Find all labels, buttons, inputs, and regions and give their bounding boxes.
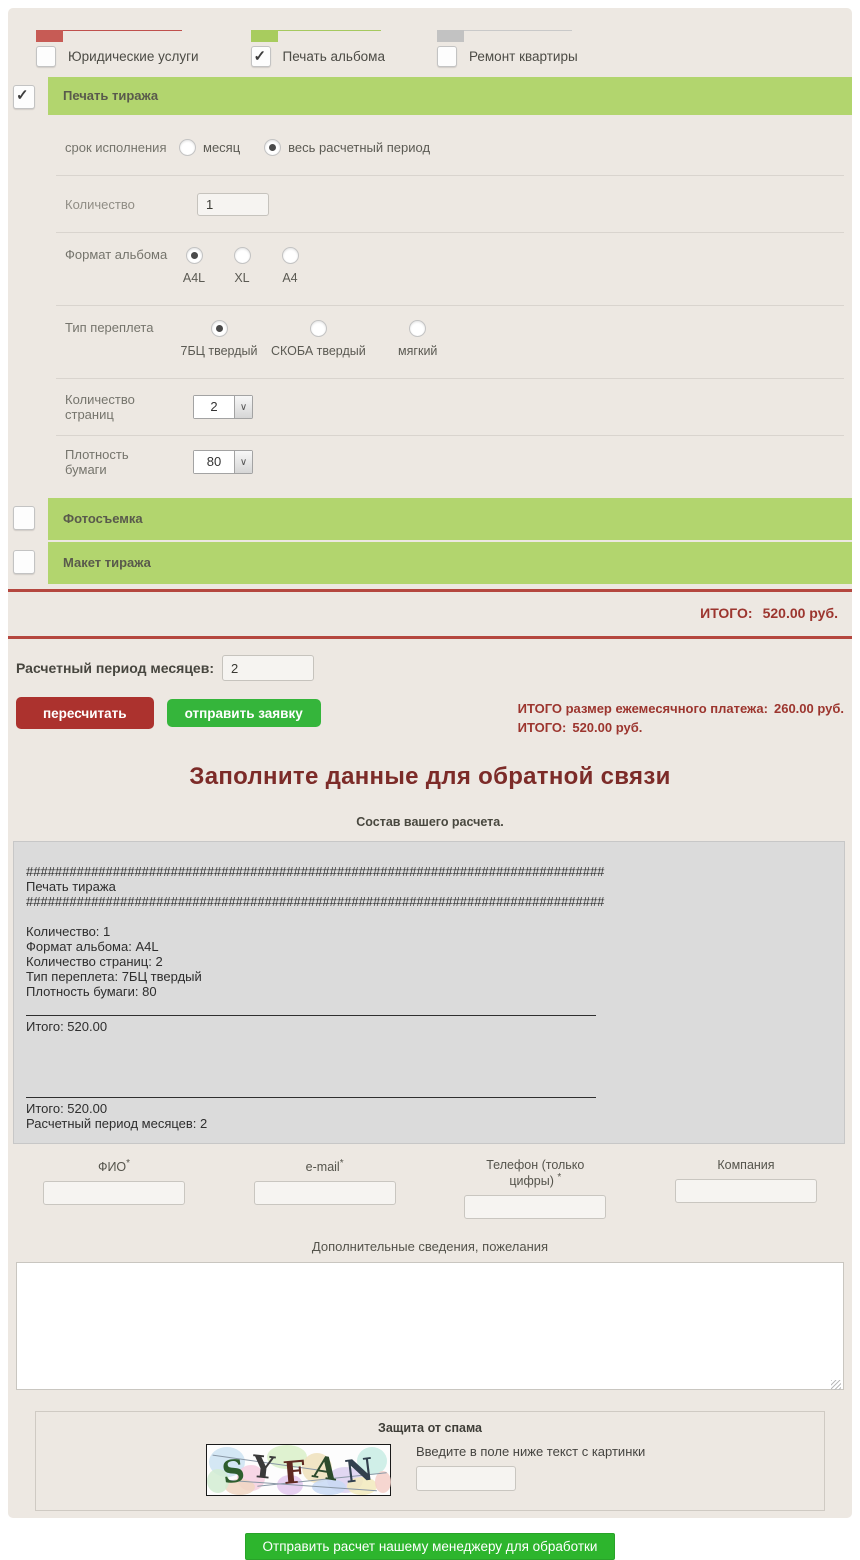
tab-apartment-repair[interactable]: [437, 30, 578, 67]
format-option-a4l[interactable]: [173, 247, 215, 285]
term-label: срок исполнения: [65, 139, 167, 155]
tab-album-print[interactable]: [251, 30, 385, 67]
recalculate-button[interactable]: пересчитать: [16, 697, 154, 729]
summary-period: Расчетный период месяцев: 2: [26, 1116, 208, 1131]
album-format-options: [173, 247, 317, 285]
monthly-total-label: ИТОГО размер ежемесячного платежа:: [517, 701, 768, 716]
paper-density-label: Плотность бумаги: [65, 447, 129, 477]
page-count-select[interactable]: [193, 395, 253, 419]
option-label: A4: [282, 271, 298, 285]
overall-total-label: ИТОГО:: [517, 720, 567, 735]
option-label: мягкий: [398, 344, 438, 358]
binding-option-skoba[interactable]: [271, 320, 366, 358]
phone-input[interactable]: [464, 1195, 606, 1219]
tab-album-checkbox[interactable]: [251, 46, 271, 67]
tab-legal-checkbox[interactable]: [36, 46, 56, 67]
notes-area: [16, 1262, 844, 1395]
chevron-down-icon[interactable]: ∨: [234, 451, 252, 473]
row-binding-type: [56, 306, 844, 379]
captcha-hint: Введите в поле ниже текст с картинки: [416, 1444, 646, 1460]
field-email: [254, 1158, 396, 1219]
action-buttons: [16, 697, 321, 729]
summary-title: Состав вашего расчета.: [356, 815, 504, 829]
check-icon: ✓: [16, 87, 29, 104]
email-label: e-mail*: [305, 1158, 344, 1175]
row-page-count: [56, 379, 844, 436]
feedback-heading: Заполните данные для обратной связи: [189, 763, 671, 790]
binding-type-options: [173, 320, 470, 358]
row-album-format: [56, 233, 844, 306]
accordion-header-photoshoot[interactable]: Фотосъемка: [48, 498, 852, 540]
radio-skoba-hard[interactable]: [310, 320, 327, 337]
captcha-image: [206, 1444, 391, 1496]
field-phone: [464, 1158, 606, 1219]
tab-label[interactable]: Ремонт квартиры: [468, 49, 578, 64]
radio-7bc-hard[interactable]: [211, 320, 228, 337]
accordion-layout: [8, 542, 852, 584]
totals-summary: [518, 699, 844, 737]
row-paper-density: [56, 436, 844, 488]
monthly-total-value: 260.00 руб.: [773, 701, 844, 716]
option-label: СКОБА твердый: [271, 344, 366, 358]
radio-a4l[interactable]: [186, 247, 203, 264]
radio-label[interactable]: месяц: [203, 139, 241, 155]
summary-line: Формат альбома: A4L: [26, 939, 159, 954]
print-run-form: [56, 115, 852, 488]
select-value: 2: [194, 396, 234, 418]
summary-line: Количество: 1: [26, 924, 111, 939]
captcha-input[interactable]: [416, 1466, 516, 1491]
notes-label: Дополнительные сведения, пожелания: [311, 1239, 549, 1255]
grand-total-label: ИТОГО:: [700, 605, 753, 621]
summary-total: Итого: 520.00: [26, 1101, 108, 1116]
required-mark: *: [126, 1158, 131, 1169]
tab-accent-chip: [251, 30, 278, 42]
spam-content: [36, 1444, 824, 1496]
actions-row: [16, 697, 844, 737]
radio-soft[interactable]: [409, 320, 426, 337]
summary-line: Количество страниц: 2: [26, 954, 163, 969]
radio-full-period[interactable]: [264, 139, 281, 156]
chevron-down-icon[interactable]: ∨: [234, 396, 252, 418]
radio-label[interactable]: весь расчетный период: [288, 139, 431, 155]
row-term: [56, 119, 844, 176]
photoshoot-checkbox[interactable]: [13, 506, 35, 530]
term-option-full-period[interactable]: [264, 139, 430, 156]
company-input[interactable]: [675, 1179, 817, 1203]
summary-line: Плотность бумаги: 80: [26, 984, 157, 999]
submit-row: [8, 1533, 852, 1560]
binding-option-soft[interactable]: [372, 320, 464, 358]
email-input[interactable]: [254, 1181, 396, 1205]
layout-checkbox[interactable]: [13, 550, 35, 574]
quantity-label: Количество: [65, 196, 135, 212]
binding-option-7bc[interactable]: [173, 320, 265, 358]
phone-label: Телефон (только цифры) *: [486, 1158, 585, 1189]
tab-accent-chip: [437, 30, 464, 42]
send-request-button[interactable]: отправить заявку: [167, 699, 321, 727]
term-option-month[interactable]: [179, 139, 240, 156]
overall-total-value: 520.00 руб.: [572, 720, 643, 735]
quantity-input[interactable]: [197, 193, 269, 216]
summary-divider: [26, 1015, 596, 1016]
captcha-text: S Y F A N: [219, 1449, 378, 1493]
accordion-print-run: [8, 77, 852, 115]
radio-xl[interactable]: [234, 247, 251, 264]
resize-grip-icon[interactable]: [831, 1380, 841, 1390]
format-option-a4[interactable]: [269, 247, 311, 285]
page-count-label: Количество страниц: [65, 392, 135, 422]
tab-accent-rule: [251, 30, 381, 42]
contact-fields: [8, 1158, 852, 1219]
field-name: [43, 1158, 185, 1219]
notes-textarea[interactable]: [16, 1262, 844, 1390]
summary-divider: [26, 1097, 596, 1098]
service-tabs: [8, 8, 852, 67]
print-run-checkbox[interactable]: [13, 85, 35, 109]
billing-period-row: [16, 655, 852, 681]
calculation-summary-box: [13, 841, 845, 1144]
overall-total-line: [518, 718, 844, 737]
monthly-total-line: [518, 699, 844, 718]
tab-repair-checkbox[interactable]: [437, 46, 457, 67]
format-option-xl[interactable]: [221, 247, 263, 285]
tab-label[interactable]: Юридические услуги: [68, 49, 199, 64]
accordion-header-layout[interactable]: Макет тиража: [48, 542, 852, 584]
option-label: A4L: [182, 271, 206, 285]
accordion-photoshoot: [8, 498, 852, 540]
billing-period-label: Расчетный период месяцев:: [16, 660, 214, 676]
grand-total-value: 520.00 руб.: [762, 605, 838, 621]
billing-period-input[interactable]: [222, 655, 314, 681]
tab-accent-rule: [437, 30, 572, 42]
option-label: XL: [234, 271, 250, 285]
field-company: [675, 1158, 817, 1219]
tab-accent-chip: [36, 30, 63, 42]
grand-total-strip: [8, 589, 852, 639]
album-format-label: Формат альбома: [65, 247, 168, 262]
hash-separator: ################################################################################: [26, 864, 605, 879]
check-icon: ✓: [253, 48, 267, 65]
spam-protection-box: [35, 1411, 825, 1511]
summary-subtotal: Итого: 520.00: [26, 1019, 108, 1034]
hash-separator: ################################################################################: [26, 894, 605, 909]
captcha-entry: [416, 1444, 645, 1496]
calculator-panel: [8, 8, 852, 1555]
tab-label[interactable]: Печать альбома: [282, 49, 385, 64]
tab-legal-services[interactable]: [36, 30, 199, 67]
radio-month[interactable]: [179, 139, 196, 156]
paper-density-select[interactable]: [193, 450, 253, 474]
accordion-header-print-run[interactable]: Печать тиража: [48, 77, 852, 115]
summary-line: Тип переплета: 7БЦ твердый: [26, 969, 202, 984]
option-label: 7БЦ твердый: [180, 344, 258, 358]
name-label: ФИО*: [97, 1158, 131, 1175]
spam-title: Защита от спама: [378, 1421, 482, 1436]
summary-service-name: Печать тиража: [26, 879, 116, 894]
name-input[interactable]: [43, 1181, 185, 1205]
radio-a4[interactable]: [282, 247, 299, 264]
required-mark: *: [339, 1158, 344, 1169]
select-value: 80: [194, 451, 234, 473]
binding-type-label: Тип переплета: [65, 320, 154, 335]
company-label: Компания: [717, 1158, 775, 1172]
tab-accent-rule: [36, 30, 182, 42]
submit-calculation-button[interactable]: Отправить расчет нашему менеджеру для обработки: [245, 1533, 616, 1560]
row-quantity: [56, 176, 844, 233]
required-mark: *: [557, 1172, 562, 1183]
